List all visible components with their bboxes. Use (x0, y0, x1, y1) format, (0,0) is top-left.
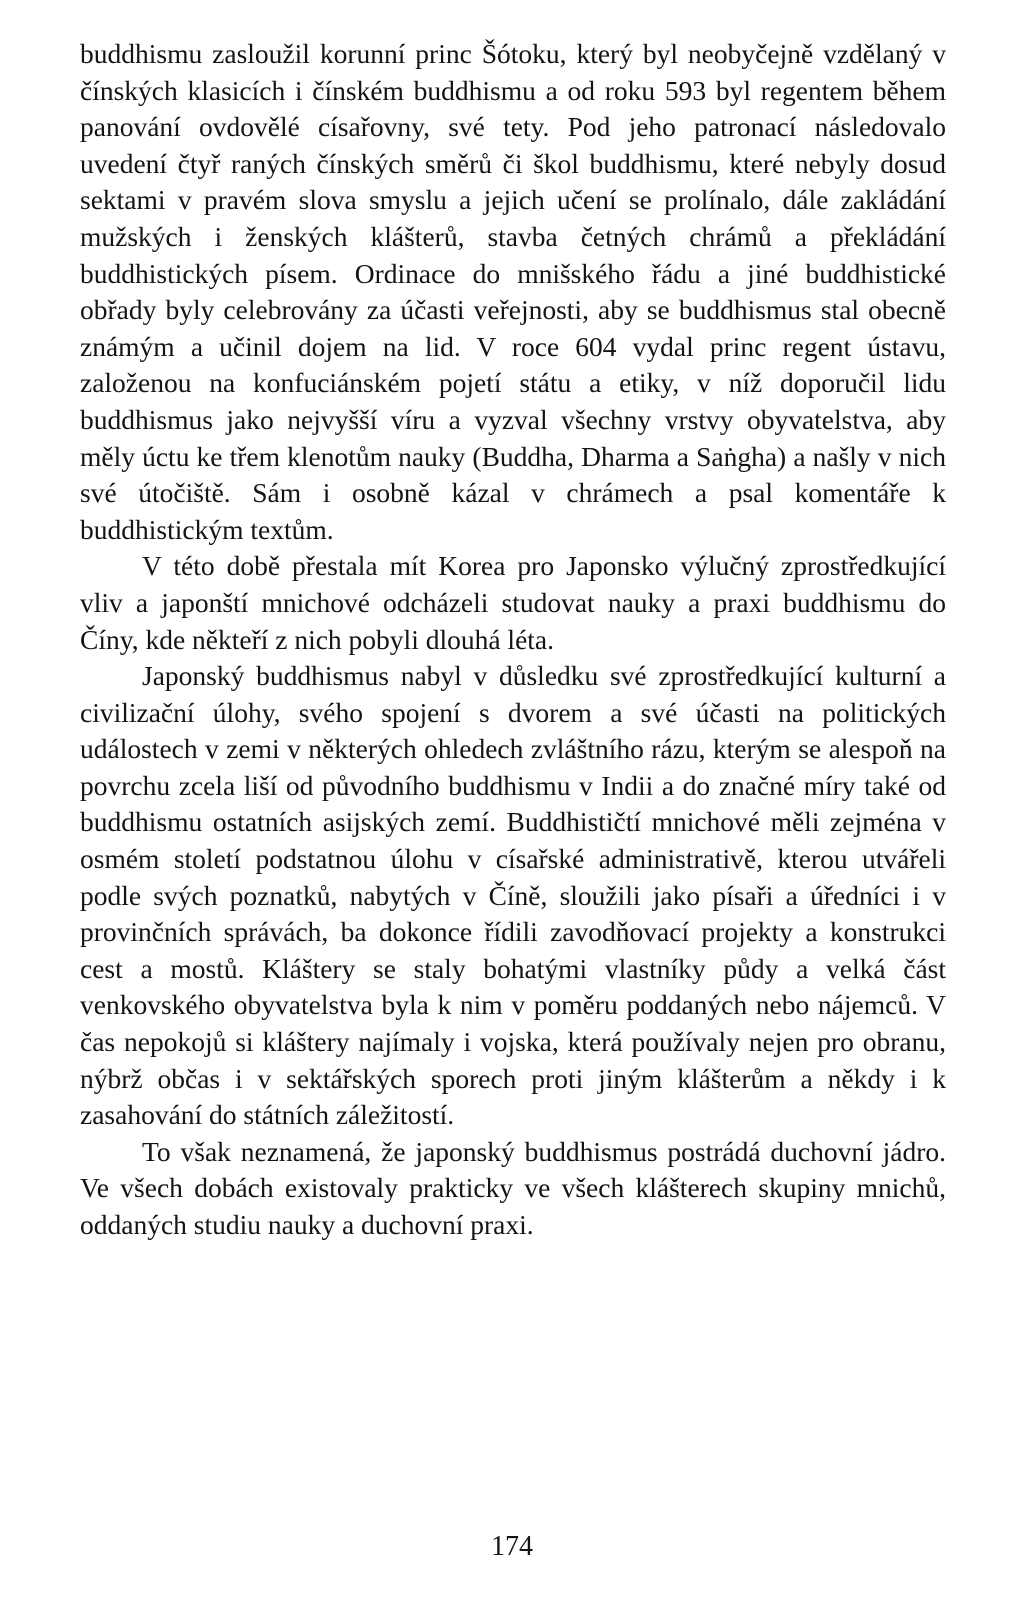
page-text (80, 36, 946, 1244)
paragraph-continued: buddhismu zasloužil korunní princ Šótoku, který byl neobyčejně vzdělaný v čínských klasicích i čínském buddhismu a od roku 593 byl regentem během panování ovdovělé císařovny, své tety. Pod jeho patronací následovalo uvedení čtyř raných čínských směrů či škol buddhismu, které nebyly dosud sektami v pravém slova smyslu a jejich učení se prolínalo, dále zakládání mužských i ženských klášterů, stavba četných chrámů a překládání buddhistických písem. Ordinace do mnišského řádu a jiné buddhistické obřady byly celebrovány za účasti veřejnosti, aby se buddhismus stal obecně známým a učinil dojem na lid. V roce 604 vydal princ regent ústavu, založenou na konfuciánském pojetí státu a etiky, v níž doporučil lidu buddhismus jako nejvyšší víru a vyzval všechny vrstvy obyvatelstva, aby měly úctu ke třem klenotům nauky (Buddha, Dharma a Saṅgha) a našly v nich své útočiště. Sám i osobně kázal v chrámech a psal komentáře k buddhistickým textům. (80, 38, 946, 545)
paragraph-spiritual-core: To však neznamená, že japonský buddhismus postrádá duchovní jádro. Ve všech dobách existovaly prakticky ve všech klášterech skupiny mnichů, oddaných studiu nauky a duchovní praxi. (80, 1135, 946, 1240)
page-number: 174 (491, 1531, 533, 1562)
paragraph-japanese-buddhism: Japonský buddhismus nabyl v důsledku své zprostředkující kulturní a civilizační úlohy, svého spojení s dvorem a své účasti na politických událostech v zemi v některých ohledech zvláštního rázu, kterým se alespoň na povrchu zcela liší od původního buddhismu v Indii a do značné míry také od buddhismu ostatních asijských zemí. Buddhističtí mnichové měli zejména v osmém století podstatnou úlohu v císařské administrativě, kterou utvářeli podle svých poznatků, nabytých v Číně, sloužili jako písaři a úředníci i v provinčních správách, ba dokonce řídili zavodňovací projekty a konstrukci cest a mostů. Kláštery se staly bohatými vlastníky půdy a velká část venkovského obyvatelstva byla k nim v poměru poddaných nebo nájemců. V čas nepokojů si kláštery najímaly i vojska, která používaly nejen pro obranu, nýbrž občas i v sektářských sporech proti jiným klášterům a někdy i k zasahování do státních záležitostí. (80, 660, 946, 1131)
paragraph-korea-influence: V této době přestala mít Korea pro Japonsko výlučný zprostředkující vliv a japonští mnichové odcházeli studovat nauky a praxi buddhismu do Číny, kde někteří z nich pobyli dlouhá léta. (80, 550, 946, 655)
